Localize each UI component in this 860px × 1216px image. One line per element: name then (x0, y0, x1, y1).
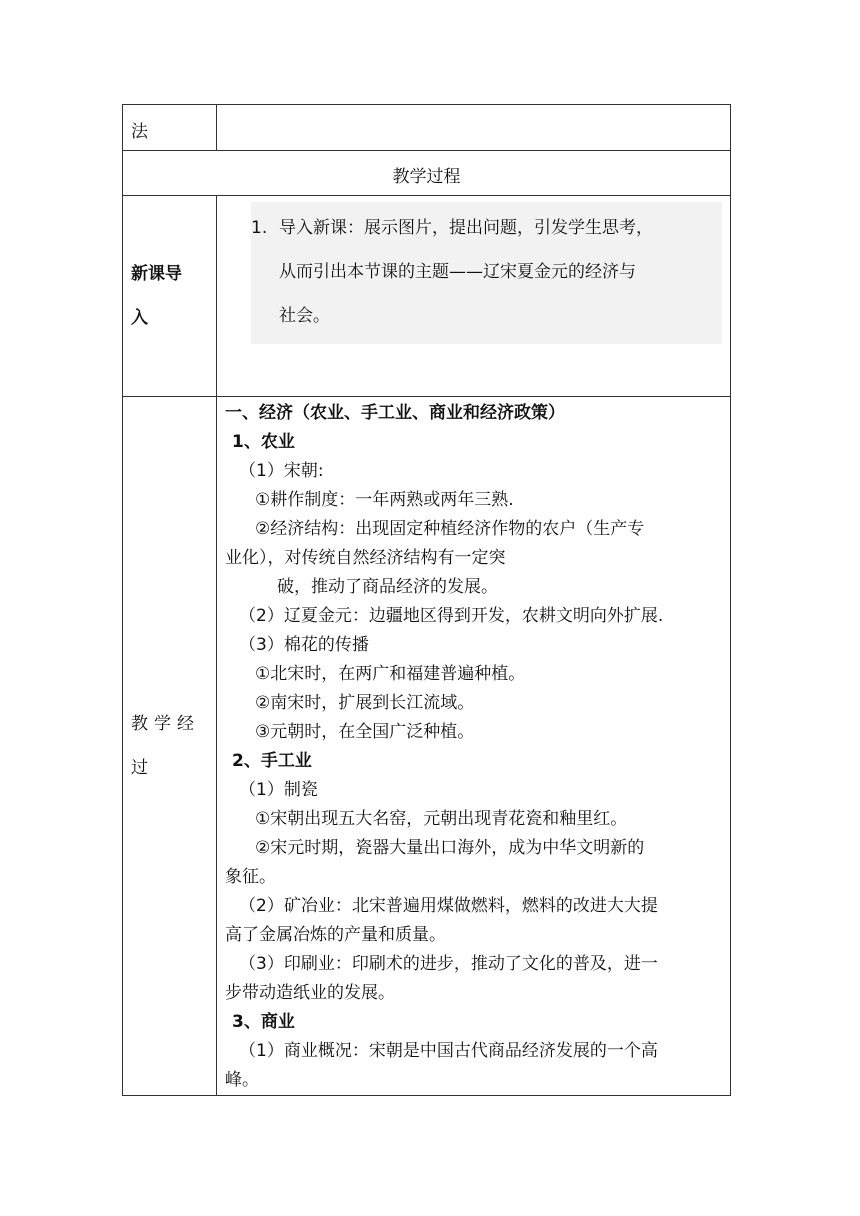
method-row (123, 105, 731, 151)
content-line: 一、经济（农业、手工业、商业和经济政策） (225, 403, 565, 423)
content-line: 业化），对传统自然经济结构有一定突 (225, 548, 506, 568)
content-line: 破，推动了商品经济的发展。 (277, 577, 498, 597)
process-row (123, 397, 731, 1096)
content-line: 象征。 (225, 867, 276, 887)
content-line: （1）制瓷 (239, 780, 318, 800)
intro-label-cell (123, 196, 217, 397)
intro-content-cell (217, 196, 731, 397)
lesson-plan-table (122, 104, 731, 1096)
content-line: 1、农业 (232, 432, 295, 452)
intro-text-line2: 从而引出本节课的主题——辽宋夏金元的经济与 (279, 262, 636, 282)
list-number: 1. (251, 218, 268, 238)
content-line: 步带动造纸业的发展。 (225, 983, 395, 1003)
intro-label-line2: 入 (131, 308, 148, 328)
content-line: ③元朝时，在全国广泛种植。 (255, 722, 475, 742)
intro-text-line3: 社会。 (279, 306, 330, 326)
content-line: ②经济结构：出现固定种植经济作物的农户（生产专 (255, 519, 645, 539)
method-content-cell (217, 105, 731, 151)
intro-list-item (251, 202, 722, 344)
content-line: ②宋元时期，瓷器大量出口海外，成为中华文明新的 (255, 838, 645, 858)
content-line: ②南宋时，扩展到长江流域。 (255, 693, 475, 713)
content-line: 峰。 (225, 1070, 259, 1090)
intro-row (123, 196, 731, 397)
intro-label-line1: 新课导 (131, 264, 182, 284)
content-line: （3）棉花的传播 (239, 635, 369, 655)
content-line: （2）辽夏金元：边疆地区得到开发，农耕文明向外扩展. (239, 606, 664, 626)
method-label-cell (123, 105, 217, 151)
method-label: 法 (131, 122, 148, 142)
content-line: （1）宋朝: (239, 461, 324, 481)
content-line: ①宋朝出现五大名窑，元朝出现青花瓷和釉里红。 (255, 809, 628, 829)
content-line: （1）商业概况：宋朝是中国古代商品经济发展的一个高 (239, 1041, 658, 1061)
content-line: ①北宋时，在两广和福建普遍种植。 (255, 664, 526, 684)
content-line: 2、手工业 (232, 751, 312, 771)
content-line: ①耕作制度：一年两熟或两年三熟. (255, 490, 514, 510)
heading-row (123, 151, 731, 196)
content-line: （3）印刷业：印刷术的进步，推动了文化的普及，进一 (239, 954, 658, 974)
content-line: 高了金属冶炼的产量和质量。 (225, 925, 446, 945)
process-label-line1: 教学经 (131, 714, 200, 734)
heading-cell (123, 151, 731, 196)
section-heading: 教学过程 (392, 167, 461, 187)
content-line: （2）矿冶业：北宋普遍用煤做燃料，燃料的改进大大提 (239, 896, 658, 916)
content-line: 3、商业 (232, 1012, 295, 1032)
process-label-line2: 过 (131, 758, 154, 778)
process-label-cell (123, 397, 217, 1096)
intro-text-line1: 导入新课：展示图片，提出问题，引发学生思考， (279, 218, 653, 238)
process-content-cell (217, 397, 731, 1096)
